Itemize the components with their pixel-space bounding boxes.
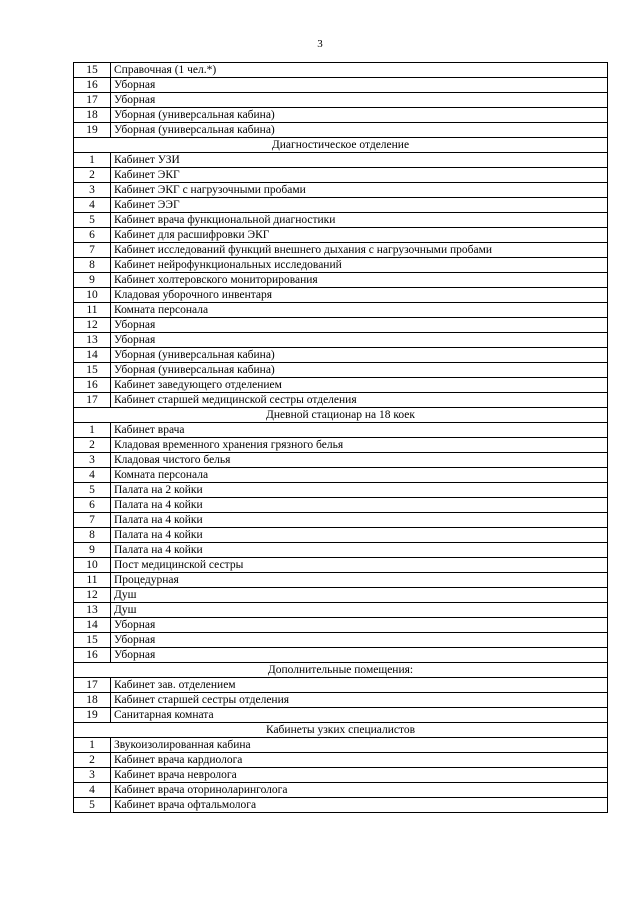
row-number: 17 — [74, 678, 111, 693]
table-row — [74, 168, 608, 183]
room-name: Кабинет зав. отделением — [111, 678, 608, 693]
row-number: 10 — [74, 558, 111, 573]
row-number: 15 — [74, 363, 111, 378]
room-name: Уборная (универсальная кабина) — [111, 123, 608, 138]
row-number: 3 — [74, 768, 111, 783]
rooms-table-body — [74, 63, 608, 813]
row-number: 4 — [74, 198, 111, 213]
row-number: 18 — [74, 108, 111, 123]
room-name: Кабинет врача — [111, 423, 608, 438]
room-name: Пост медицинской сестры — [111, 558, 608, 573]
row-number: 13 — [74, 333, 111, 348]
table-row — [74, 513, 608, 528]
table-row — [74, 573, 608, 588]
table-row — [74, 783, 608, 798]
row-number: 17 — [74, 93, 111, 108]
room-name: Кабинет заведующего отделением — [111, 378, 608, 393]
room-name: Кабинет для расшифровки ЭКГ — [111, 228, 608, 243]
table-row — [74, 273, 608, 288]
room-name: Палата на 4 койки — [111, 528, 608, 543]
table-row — [74, 603, 608, 618]
row-number: 3 — [74, 183, 111, 198]
table-row — [74, 243, 608, 258]
row-number: 11 — [74, 303, 111, 318]
room-name: Кабинет врача невролога — [111, 768, 608, 783]
row-number: 5 — [74, 213, 111, 228]
table-row — [74, 393, 608, 408]
table-row — [74, 153, 608, 168]
row-number: 1 — [74, 153, 111, 168]
room-name: Палата на 4 койки — [111, 543, 608, 558]
table-row — [74, 423, 608, 438]
table-row — [74, 468, 608, 483]
section-header-row — [74, 138, 608, 153]
room-name: Комната персонала — [111, 303, 608, 318]
table-row — [74, 588, 608, 603]
section-title: Кабинеты узких специалистов — [74, 723, 608, 738]
room-name: Уборная — [111, 333, 608, 348]
table-row — [74, 258, 608, 273]
table-row — [74, 678, 608, 693]
row-number: 13 — [74, 603, 111, 618]
row-number: 3 — [74, 453, 111, 468]
section-title: Диагностическое отделение — [74, 138, 608, 153]
row-number: 1 — [74, 423, 111, 438]
table-row — [74, 213, 608, 228]
rooms-table — [73, 62, 608, 813]
page-number: 3 — [317, 38, 323, 50]
room-name: Душ — [111, 603, 608, 618]
room-name: Кабинет врача функциональной диагностики — [111, 213, 608, 228]
table-row — [74, 288, 608, 303]
row-number: 12 — [74, 318, 111, 333]
table-row — [74, 363, 608, 378]
table-row — [74, 798, 608, 813]
table-row — [74, 63, 608, 78]
room-name: Уборная — [111, 618, 608, 633]
room-name: Уборная — [111, 318, 608, 333]
table-row — [74, 303, 608, 318]
room-name: Кабинет ЭКГ с нагрузочными пробами — [111, 183, 608, 198]
table-row — [74, 123, 608, 138]
row-number: 8 — [74, 258, 111, 273]
row-number: 16 — [74, 78, 111, 93]
table-row — [74, 183, 608, 198]
section-header-row — [74, 663, 608, 678]
row-number: 17 — [74, 393, 111, 408]
room-name: Кабинет исследований функций внешнего дыхания с нагрузочными пробами — [111, 243, 608, 258]
room-name: Звукоизолированная кабина — [111, 738, 608, 753]
row-number: 2 — [74, 753, 111, 768]
table-row — [74, 738, 608, 753]
row-number: 6 — [74, 498, 111, 513]
room-name: Кабинет врача офтальмолога — [111, 798, 608, 813]
row-number: 5 — [74, 798, 111, 813]
row-number: 19 — [74, 123, 111, 138]
section-header-row — [74, 408, 608, 423]
table-row — [74, 108, 608, 123]
row-number: 15 — [74, 63, 111, 78]
room-name: Кабинет холтеровского мониторирования — [111, 273, 608, 288]
room-name: Комната персонала — [111, 468, 608, 483]
row-number: 8 — [74, 528, 111, 543]
table-row — [74, 753, 608, 768]
table-row — [74, 648, 608, 663]
row-number: 16 — [74, 378, 111, 393]
row-number: 16 — [74, 648, 111, 663]
row-number: 5 — [74, 483, 111, 498]
section-header-row — [74, 723, 608, 738]
room-name: Уборная (универсальная кабина) — [111, 363, 608, 378]
room-name: Уборная — [111, 78, 608, 93]
row-number: 14 — [74, 348, 111, 363]
row-number: 12 — [74, 588, 111, 603]
room-name: Кабинет врача кардиолога — [111, 753, 608, 768]
room-name: Кабинет ЭЭГ — [111, 198, 608, 213]
table-row — [74, 348, 608, 363]
table-row — [74, 318, 608, 333]
table-row — [74, 483, 608, 498]
row-number: 2 — [74, 438, 111, 453]
room-name: Кабинет УЗИ — [111, 153, 608, 168]
table-row — [74, 543, 608, 558]
table-row — [74, 198, 608, 213]
table-row — [74, 528, 608, 543]
table-row — [74, 708, 608, 723]
row-number: 4 — [74, 468, 111, 483]
row-number: 6 — [74, 228, 111, 243]
room-name: Уборная — [111, 648, 608, 663]
room-name: Палата на 4 койки — [111, 498, 608, 513]
room-name: Кладовая уборочного инвентаря — [111, 288, 608, 303]
row-number: 15 — [74, 633, 111, 648]
row-number: 10 — [74, 288, 111, 303]
room-name: Кабинет ЭКГ — [111, 168, 608, 183]
room-name: Справочная (1 чел.*) — [111, 63, 608, 78]
table-row — [74, 378, 608, 393]
table-row — [74, 453, 608, 468]
row-number: 7 — [74, 513, 111, 528]
row-number: 2 — [74, 168, 111, 183]
section-title: Дневной стационар на 18 коек — [74, 408, 608, 423]
room-name: Кладовая чистого белья — [111, 453, 608, 468]
row-number: 7 — [74, 243, 111, 258]
room-name: Уборная (универсальная кабина) — [111, 108, 608, 123]
room-name: Палата на 4 койки — [111, 513, 608, 528]
table-row — [74, 438, 608, 453]
row-number: 19 — [74, 708, 111, 723]
table-row — [74, 78, 608, 93]
room-name: Процедурная — [111, 573, 608, 588]
table-row — [74, 633, 608, 648]
table-row — [74, 228, 608, 243]
table-row — [74, 558, 608, 573]
room-name: Кабинет старшей медицинской сестры отделения — [111, 393, 608, 408]
row-number: 9 — [74, 543, 111, 558]
room-name: Кладовая временного хранения грязного белья — [111, 438, 608, 453]
row-number: 4 — [74, 783, 111, 798]
room-name: Кабинет врача оториноларинголога — [111, 783, 608, 798]
table-row — [74, 693, 608, 708]
table-row — [74, 498, 608, 513]
room-name: Кабинет старшей сестры отделения — [111, 693, 608, 708]
room-name: Уборная — [111, 93, 608, 108]
row-number: 14 — [74, 618, 111, 633]
table-row — [74, 768, 608, 783]
table-row — [74, 618, 608, 633]
room-name: Палата на 2 койки — [111, 483, 608, 498]
room-name: Кабинет нейрофункциональных исследований — [111, 258, 608, 273]
room-name: Санитарная комната — [111, 708, 608, 723]
room-name: Уборная — [111, 633, 608, 648]
room-name: Душ — [111, 588, 608, 603]
section-title: Дополнительные помещения: — [74, 663, 608, 678]
row-number: 9 — [74, 273, 111, 288]
row-number: 1 — [74, 738, 111, 753]
row-number: 11 — [74, 573, 111, 588]
room-name: Уборная (универсальная кабина) — [111, 348, 608, 363]
table-row — [74, 333, 608, 348]
row-number: 18 — [74, 693, 111, 708]
table-row — [74, 93, 608, 108]
